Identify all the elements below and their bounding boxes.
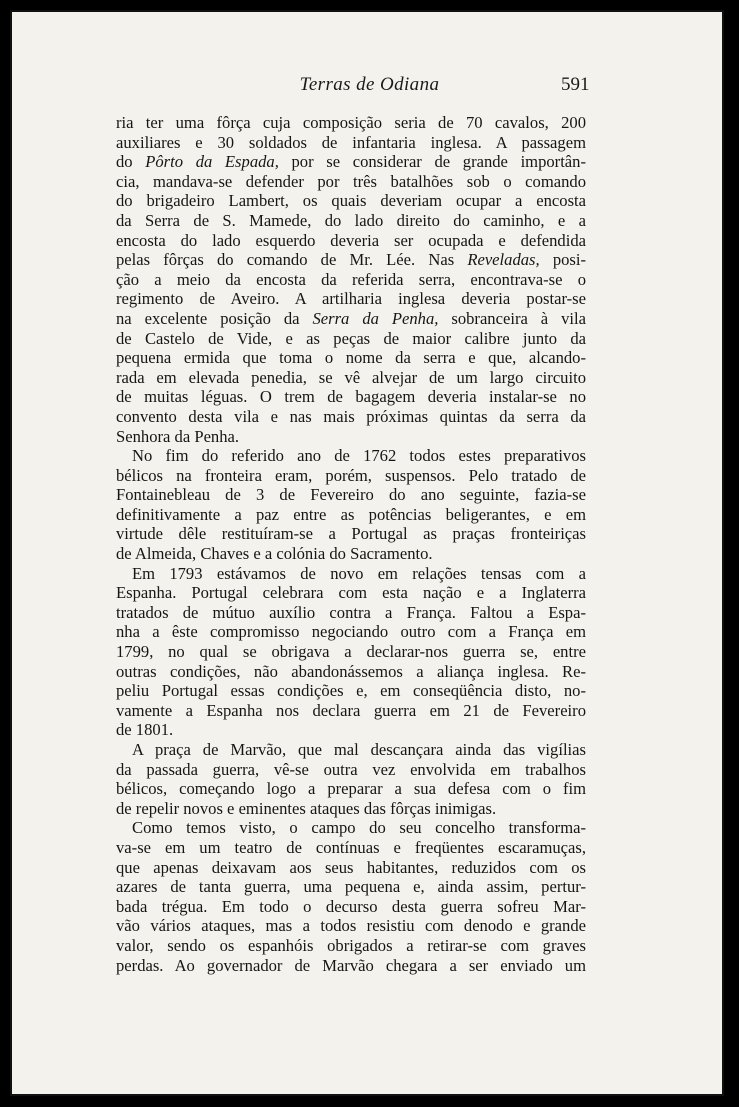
text-run: de Almeida, Chaves e a colónia do Sacramento. xyxy=(116,544,433,564)
text-run: No fim do referido ano de 1762 todos estes preparativos xyxy=(132,446,586,466)
text-run: Espanha. Portugal celebrara com esta nação e a Inglaterra xyxy=(116,583,586,603)
text-line xyxy=(116,505,586,525)
text-line xyxy=(116,407,586,427)
text-run: de muitas léguas. O trem de bagagem deveria instalar-se no xyxy=(116,387,586,407)
text-run: pelas fôrças do comando de Mr. Lée. Nas xyxy=(116,250,468,270)
text-line xyxy=(116,858,586,878)
italic-text: Pôrto da Espada, xyxy=(145,152,279,172)
text-run: A praça de Marvão, que mal descançara ainda das vigílias xyxy=(132,740,586,759)
page-number: 591 xyxy=(561,74,590,95)
text-line xyxy=(116,936,586,956)
text-line xyxy=(116,485,586,505)
text-line xyxy=(116,583,586,603)
text-line xyxy=(116,250,586,270)
text-run: de Castelo de Vide, e as peças de maior calibre junto da xyxy=(116,328,586,348)
text-line xyxy=(116,916,586,936)
text-line xyxy=(116,368,586,388)
text-run: rada em elevada penedia, se vê alvejar de um largo circuito xyxy=(116,367,586,387)
text-run: Em 1793 estávamos de novo em relações tensas com a xyxy=(132,563,586,583)
text-run: posi- xyxy=(539,250,587,270)
text-run: ção a meio da encosta da referida serra, encontrava-se o xyxy=(116,269,586,289)
text-line xyxy=(116,466,586,486)
text-line xyxy=(116,779,586,799)
text-run: do brigadeiro Lambert, os quais deveriam ocupar a encosta xyxy=(116,191,586,211)
text-line xyxy=(116,642,586,662)
text-line xyxy=(116,152,586,172)
text-line xyxy=(116,662,586,682)
text-run: pequena ermida que toma o nome da serra e que, alcando- xyxy=(116,348,586,368)
text-run: 1799, no qual se obrigava a declarar-nos guerra se, entre xyxy=(116,642,586,662)
text-run: encosta do lado esquerdo deveria ser ocupada e defendida xyxy=(116,230,586,250)
text-run: va-se em um teatro de contínuas e freqüentes escaramuças, xyxy=(116,837,586,857)
text-line xyxy=(116,877,586,897)
text-run: de 1801. xyxy=(116,720,174,740)
text-line xyxy=(116,211,586,231)
text-run: de repelir novos e eminentes ataques das fôrças inimigas. xyxy=(116,798,497,818)
text-line xyxy=(116,701,586,721)
text-run: regimento de Aveiro. A artilharia inglesa deveria postar-se xyxy=(116,289,586,309)
text-line xyxy=(116,348,586,368)
text-run: Fontainebleau de 3 de Fevereiro do ano seguinte, fazia-se xyxy=(116,485,586,505)
text-run: que apenas deixavam aos seus habitantes, reduzidos com os xyxy=(116,857,586,877)
italic-text: Serra da Penha, xyxy=(312,308,439,328)
text-line xyxy=(116,309,586,329)
text-line xyxy=(116,446,586,466)
body-text xyxy=(116,113,586,975)
text-line xyxy=(116,113,586,133)
text-line xyxy=(116,838,586,858)
text-line xyxy=(116,564,586,584)
text-run: virtude dêle restituíram-se a Portugal as praças fronteiriças xyxy=(116,524,586,544)
text-line xyxy=(116,231,586,251)
text-run: da passada guerra, vê-se outra vez envolvida em trabalhos xyxy=(116,759,586,779)
text-line xyxy=(116,956,586,976)
text-run: da Serra de S. Mamede, do lado direito do caminho, e a xyxy=(116,210,586,230)
text-run: auxiliares e 30 soldados de infantaria inglesa. A passagem xyxy=(116,132,586,152)
text-line xyxy=(116,799,586,819)
text-line xyxy=(116,818,586,838)
text-run: azares de tanta guerra, uma pequena e, ainda assim, pertur- xyxy=(116,877,586,897)
text-line xyxy=(116,740,586,760)
text-run: do xyxy=(116,152,146,172)
text-run: perdas. Ao governador de Marvão chegara a ser enviado um xyxy=(116,955,586,975)
text-line xyxy=(116,289,586,309)
text-run: cia, mandava-se defender por três batalhões sob o comando xyxy=(116,171,586,191)
text-line xyxy=(116,270,586,290)
text-line xyxy=(116,897,586,917)
text-line xyxy=(116,760,586,780)
text-run: tratados de mútuo auxílio contra a França. Faltou a Espa- xyxy=(116,602,586,622)
text-run: vamente a Espanha nos declara guerra em 21 de Fevereiro xyxy=(116,700,586,720)
text-run: valor, sendo os espanhóis obrigados a retirar-se com graves xyxy=(116,935,586,955)
text-line xyxy=(116,544,586,564)
text-run: por se considerar de grande importân- xyxy=(278,152,586,172)
text-line xyxy=(116,681,586,701)
text-run: sobranceira à vila xyxy=(438,308,586,328)
text-run: bélicos, começando logo a preparar a sua defesa com o fim xyxy=(116,779,586,799)
text-run: definitivamente a paz entre as potências beligerantes, e em xyxy=(116,504,586,524)
text-run: bélicos na fronteira eram, porém, suspensos. Pelo tratado de xyxy=(116,465,586,485)
running-title: Terras de Odiana xyxy=(299,74,440,95)
text-run: vão vários ataques, mas a todos resistiu com denodo e grande xyxy=(116,916,586,936)
text-line xyxy=(116,720,586,740)
text-run: outras condições, não abandonássemos a aliança inglesa. Re- xyxy=(116,661,586,681)
text-run: peliu Portugal essas condições e, em conseqüência disto, no- xyxy=(116,681,586,701)
text-run: bada trégua. Em todo o decurso desta guerra sofreu Mar- xyxy=(116,896,586,916)
text-run: na excelente posição da xyxy=(116,308,313,328)
text-run: nha a êste compromisso negociando outro com a França em xyxy=(116,622,586,642)
text-run: convento desta vila e nas mais próximas quintas da serra da xyxy=(116,406,586,426)
text-run: ria ter uma fôrça cuja composição seria de 70 cavalos, 200 xyxy=(116,113,586,132)
text-line xyxy=(116,387,586,407)
text-line xyxy=(116,191,586,211)
text-line xyxy=(116,133,586,153)
text-run: Como temos visto, o campo do seu concelho transforma- xyxy=(132,818,586,838)
text-line xyxy=(116,172,586,192)
text-line xyxy=(116,603,586,623)
text-line xyxy=(116,329,586,349)
running-head xyxy=(0,74,739,98)
text-line xyxy=(116,427,586,447)
text-run: Senhora da Penha. xyxy=(116,426,240,446)
text-line xyxy=(116,524,586,544)
text-line xyxy=(116,622,586,642)
italic-text: Reveladas, xyxy=(467,250,540,270)
